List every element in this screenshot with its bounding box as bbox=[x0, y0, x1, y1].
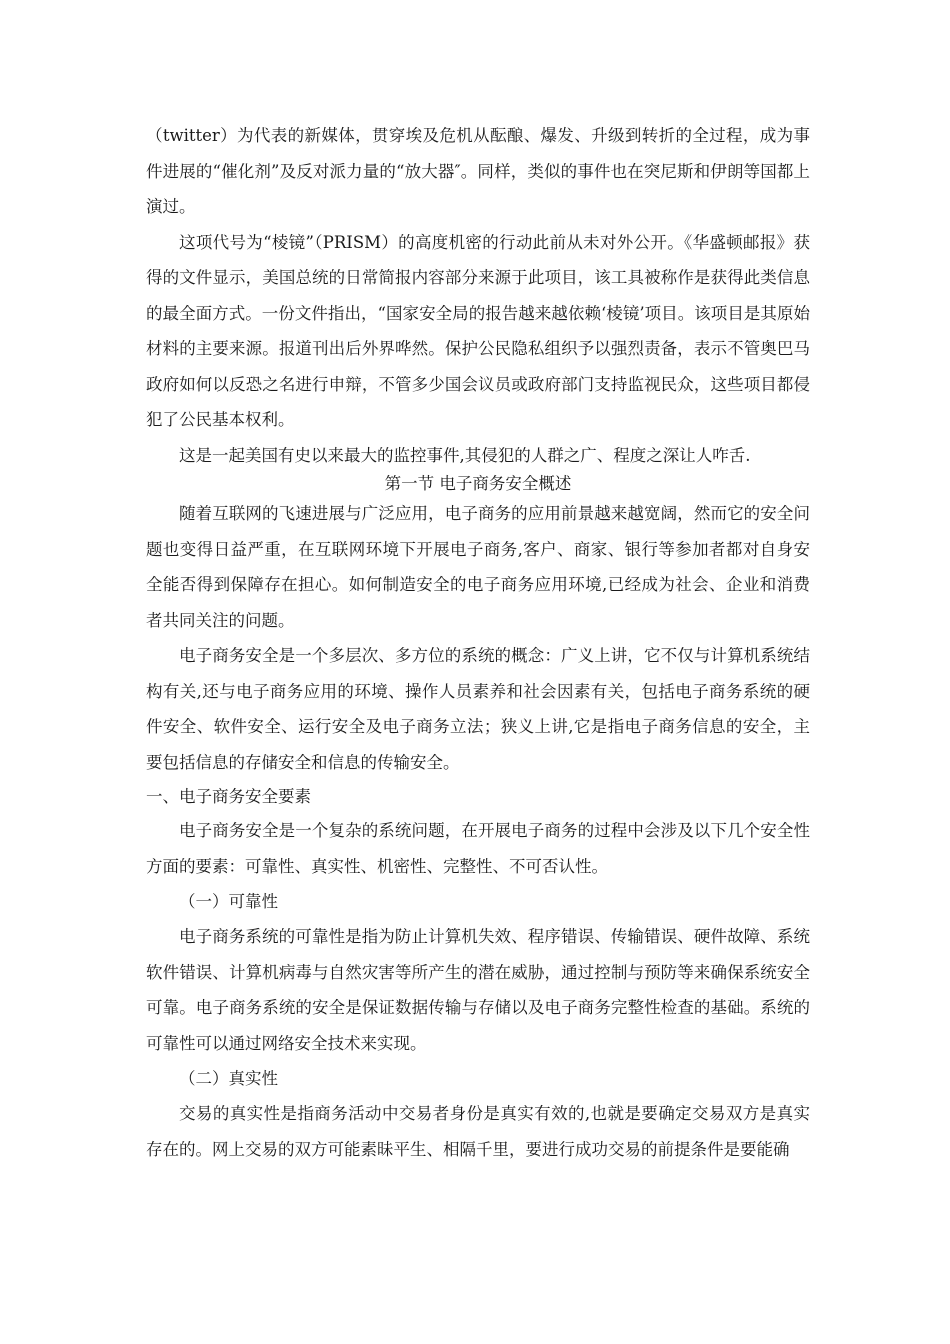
paragraph-reliability: 电子商务系统的可靠性是指为防止计算机失效、程序错误、传输错误、硬件故障、系统软件错误、计算机病毒与自然灾害等所产生的潜在威胁，通过控制与预防等来确保系统安全可靠。电子商务系统的安全是保证数据传输与存储以及电子商务完整性检查的基础。系统的可靠性可以通过网络安全技术来实现。 bbox=[146, 927, 810, 1053]
paragraph-security-concept: 电子商务安全是一个多层次、多方位的系统的概念：广义上讲，它不仅与计算机系统结构有关,还与电子商务应用的环境、操作人员素养和社会因素有关，包括电子商务系统的硬件安全、软件安全、运行安全及电子商务立法；狭义上讲,它是指电子商务信息的安全，主要包括信息的存储安全和信息的传输安全。 bbox=[146, 646, 810, 772]
subheading-authenticity: （二）真实性 bbox=[179, 1069, 278, 1088]
document-body bbox=[146, 118, 810, 1167]
paragraph-surveillance-event: 这是一起美国有史以来最大的监控事件,其侵犯的人群之广、程度之深让人咋舌. bbox=[179, 445, 751, 465]
subheading-reliability: （一）可靠性 bbox=[179, 892, 278, 911]
section-title: 第一节 电子商务安全概述 bbox=[384, 474, 572, 493]
paragraph-ecommerce-development: 随着互联网的飞速进展与广泛应用，电子商务的应用前景越来越宽阔，然而它的安全问题也变得日益严重，在互联网环境下开展电子商务,客户、商家、银行等参加者都对自身安全能否得到保障存在担心。如何制造安全的电子商务应用环境,已经成为社会、企业和消费者共同关注的问题。 bbox=[146, 504, 810, 630]
paragraph-security-elements: 电子商务安全是一个复杂的系统问题，在开展电子商务的过程中会涉及以下几个安全性方面的要素：可靠性、真实性、机密性、完整性、不可否认性。 bbox=[146, 821, 810, 876]
paragraph-twitter-media: （twitter）为代表的新媒体，贯穿埃及危机从酝酿、爆发、升级到转折的全过程，成为事件进展的“催化剂”及反对派力量的“放大器″。同样，类似的事件也在突尼斯和伊朗等国都上演过。 bbox=[146, 126, 810, 216]
paragraph-authenticity: 交易的真实性是指商务活动中交易者身份是真实有效的,也就是要确定交易双方是真实存在的。网上交易的双方可能素昧平生、相隔千里，要进行成功交易的前提条件是要能确 bbox=[146, 1104, 810, 1159]
heading-security-elements: 一、电子商务安全要素 bbox=[146, 787, 311, 806]
paragraph-prism: 这项代号为“棱镜”（PRISM）的高度机密的行动此前从未对外公开。《华盛顿邮报》获得的文件显示，美国总统的日常简报内容部分来源于此项目，该工具被称作是获得此类信息的最全面方式。一份文件指出，“国家安全局的报告越来越依赖‘棱镜’项目。该项目是其原始材料的主要来源。报道刊出后外界哗然。保护公民隐私组织予以强烈责备，表示不管奥巴马政府如何以反恐之名进行申辩，不管多少国会议员或政府部门支持监视民众，这些项目都侵犯了公民基本权利。 bbox=[146, 232, 810, 429]
